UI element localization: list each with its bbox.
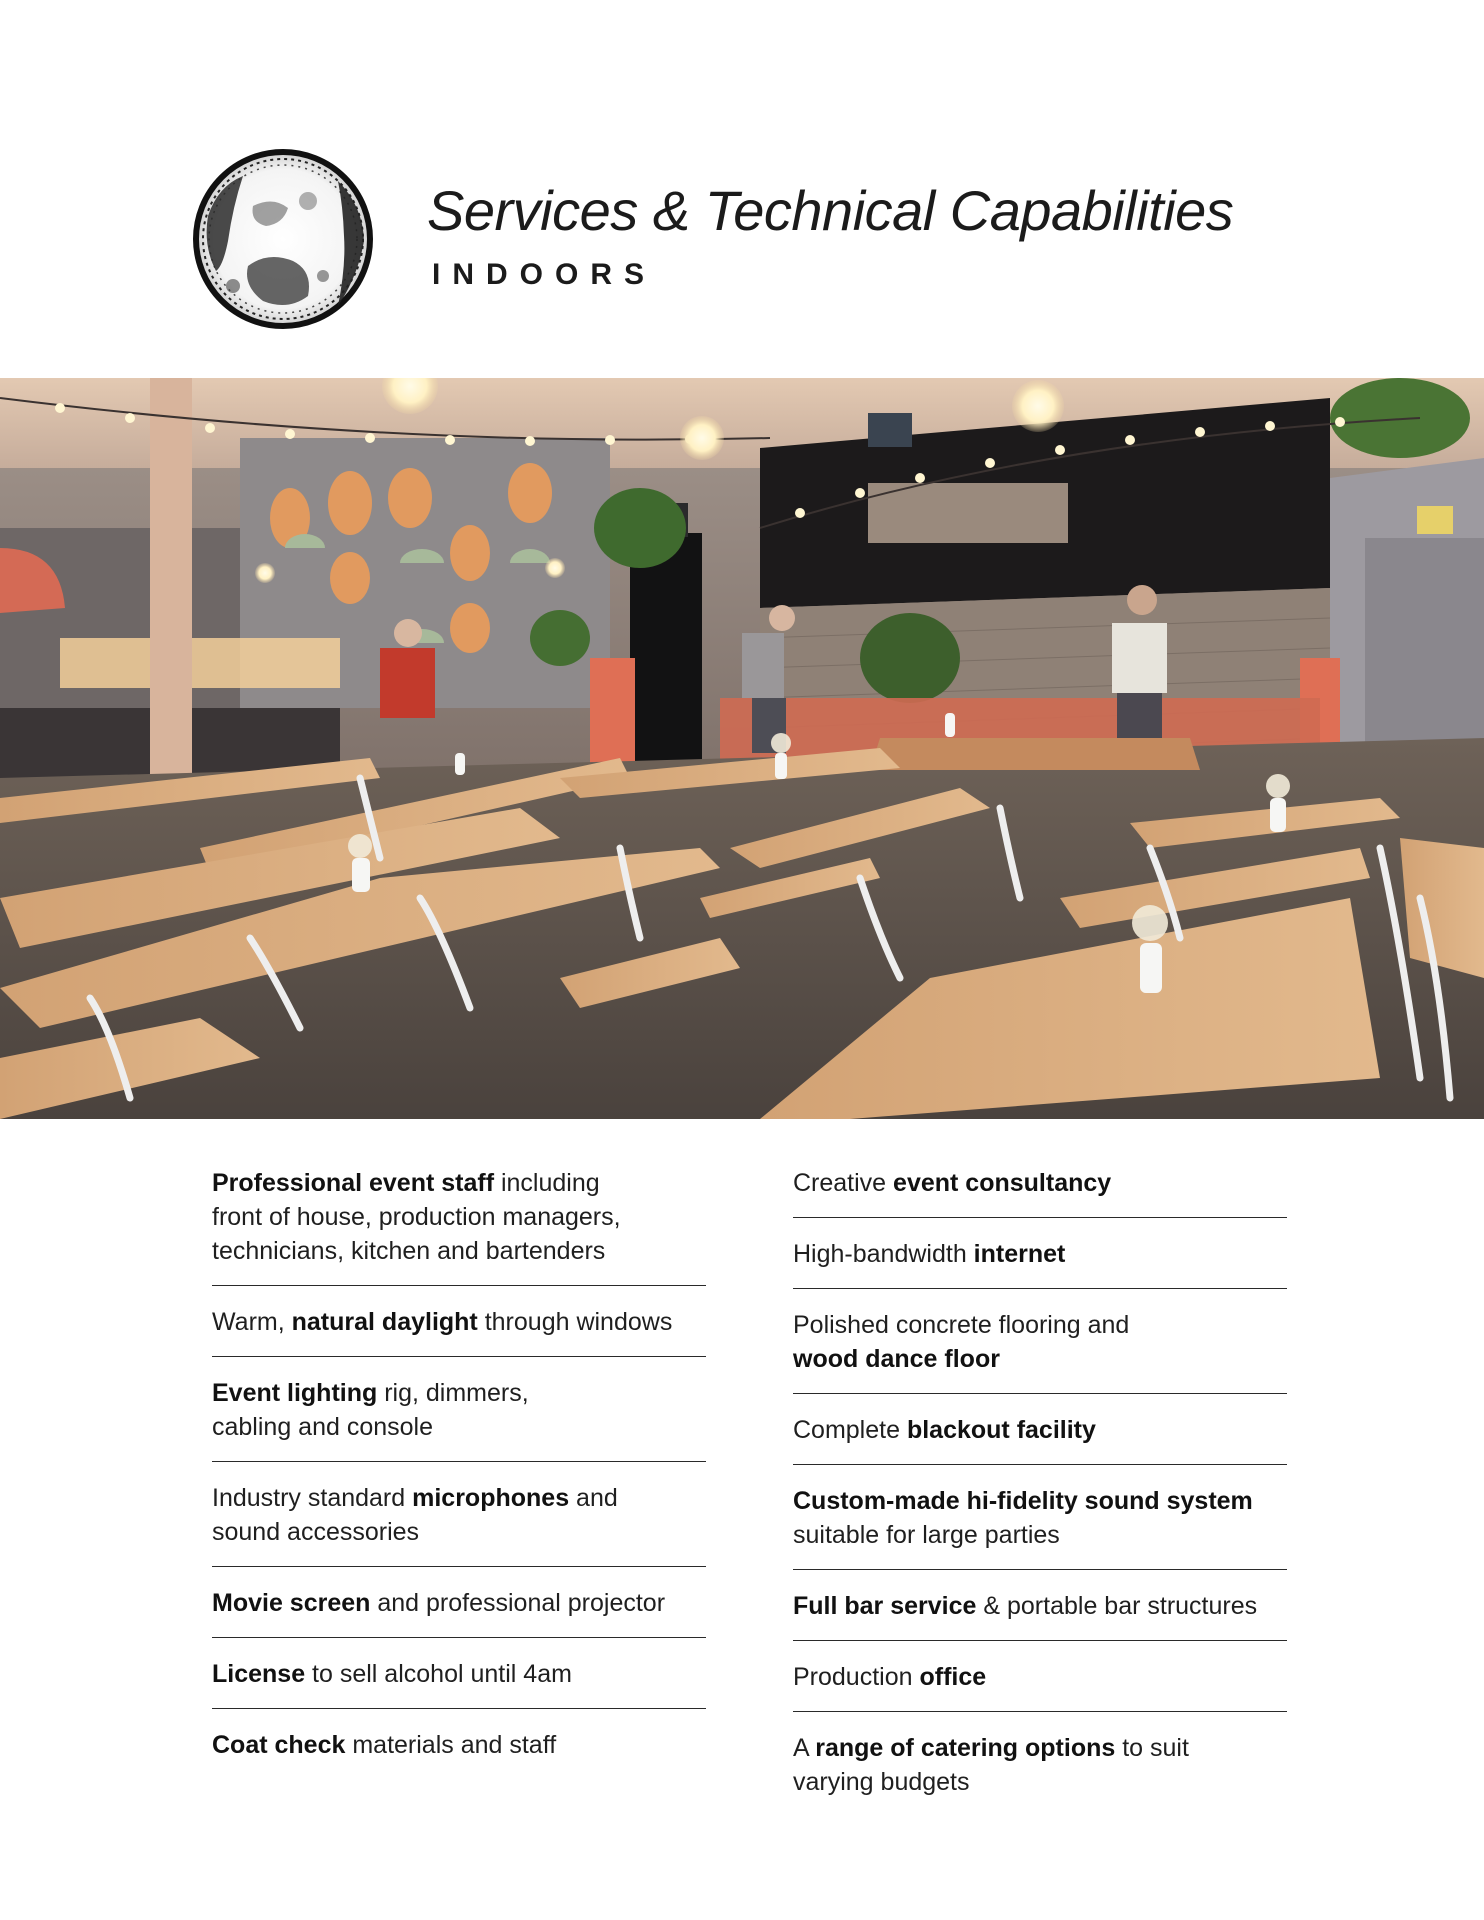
service-item-highlight: Event lighting [212,1379,378,1407]
service-item-text: cabling and console [212,1413,433,1441]
service-item-text: Production [793,1663,920,1691]
service-item-highlight: internet [973,1240,1066,1268]
services-list-right [793,1162,1287,1831]
service-item [793,1409,1287,1465]
service-item-highlight: microphones [412,1484,570,1512]
service-item [212,1653,706,1709]
services-list-left [212,1162,706,1794]
service-item-text: Polished concrete flooring and [793,1311,1130,1339]
service-item [793,1233,1287,1289]
service-item [212,1582,706,1638]
service-item [793,1727,1287,1816]
service-item [793,1480,1287,1570]
venue-photo [0,378,1484,1119]
service-item-text: front of house, production managers, [212,1203,621,1231]
service-item-text: materials and staff [345,1731,557,1759]
service-item-text: and professional projector [370,1589,666,1617]
service-item [212,1301,706,1357]
service-item-text: and [569,1484,618,1512]
service-item-text: varying budgets [793,1768,970,1796]
service-item-text: to suit [1115,1734,1189,1762]
service-item-text: sound accessories [212,1518,420,1546]
service-item-text: including [494,1169,600,1197]
page-title: Services & Technical Capabilities [427,179,1234,242]
service-item-highlight: natural daylight [291,1308,478,1336]
service-item [793,1585,1287,1641]
service-item-highlight: Full bar service [793,1592,977,1620]
service-item-text: technicians, kitchen and bartenders [212,1237,606,1265]
service-item-text: suitable for large parties [793,1521,1060,1549]
service-item-highlight: Professional event staff [212,1169,495,1197]
service-item-highlight: Coat check [212,1731,346,1759]
service-item [212,1477,706,1567]
service-item [793,1656,1287,1712]
service-item-highlight: Movie screen [212,1589,371,1617]
moon-illustration-icon [188,146,378,332]
service-item-text: through windows [477,1308,673,1336]
page-header [0,0,1484,378]
service-item-text: Creative [793,1169,894,1197]
service-item-highlight: event consultancy [893,1169,1112,1197]
service-item-highlight: wood dance floor [793,1345,1000,1373]
service-item [793,1162,1287,1218]
service-item [793,1304,1287,1394]
service-item-text: Complete [793,1416,907,1444]
service-item-highlight: office [919,1663,987,1691]
service-item-highlight: range of catering options [815,1734,1116,1762]
page-subtitle: INDOORS [432,258,657,291]
service-item-text: & portable bar structures [976,1592,1258,1620]
service-item-highlight: License [212,1660,306,1688]
service-item-text: Warm, [212,1308,292,1336]
service-item-text: A [793,1734,816,1762]
service-item [212,1162,706,1286]
service-item-text: Industry standard [212,1484,413,1512]
service-item-text: to sell alcohol until 4am [305,1660,572,1688]
service-item [212,1372,706,1462]
service-item-text: High-bandwidth [793,1240,974,1268]
service-item-highlight: Custom-made hi-fidelity sound system [793,1487,1253,1515]
service-item [212,1724,706,1779]
service-item-text: rig, dimmers, [377,1379,529,1407]
service-item-highlight: blackout facility [906,1416,1096,1444]
